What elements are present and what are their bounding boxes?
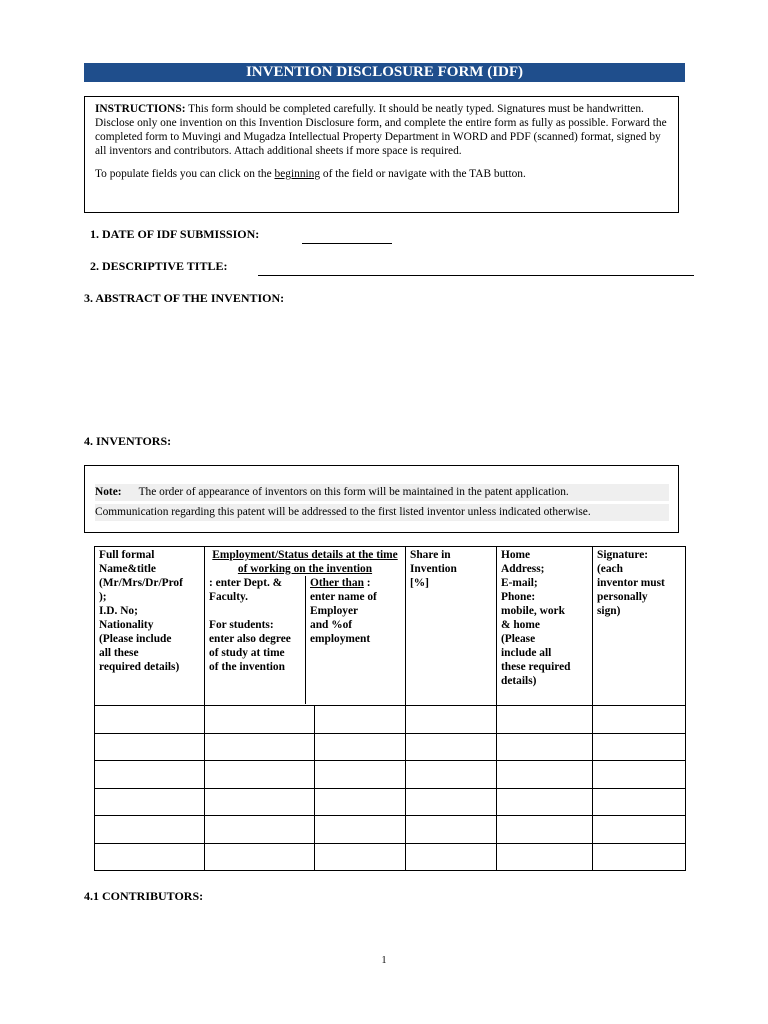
table-cell[interactable]: [315, 816, 406, 844]
table-cell[interactable]: [593, 843, 686, 871]
table-row: [95, 843, 686, 871]
table-cell[interactable]: [205, 788, 315, 816]
table-cell[interactable]: [315, 733, 406, 761]
note-box: [84, 465, 679, 533]
header-employment: [205, 547, 406, 706]
tab-instructions-post: of the field or navigate with the TAB button.: [320, 168, 526, 180]
table-cell[interactable]: [315, 788, 406, 816]
employment-other-text: : enter name of Employer and %of employment: [310, 577, 377, 645]
table-cell[interactable]: [497, 788, 593, 816]
table-row: [95, 788, 686, 816]
table-cell[interactable]: [497, 843, 593, 871]
header-share: Share in Invention [%]: [406, 547, 497, 706]
employment-other: [305, 576, 396, 704]
table-cell[interactable]: [593, 761, 686, 789]
table-cell[interactable]: [95, 761, 205, 789]
table-cell[interactable]: [406, 733, 497, 761]
table-cell[interactable]: [205, 816, 315, 844]
descriptive-title-field[interactable]: [258, 275, 694, 276]
table-cell[interactable]: [406, 843, 497, 871]
table-cell[interactable]: [95, 843, 205, 871]
table-cell[interactable]: [497, 706, 593, 734]
title-label: 2. DESCRIPTIVE TITLE:: [90, 259, 228, 273]
date-field[interactable]: [302, 243, 392, 244]
table-row: [95, 761, 686, 789]
employment-dept: : enter Dept. & Faculty. For students: enter also degree of study at time of the invention: [209, 577, 291, 673]
table-cell[interactable]: [593, 733, 686, 761]
note-text-1: The order of appearance of inventors on this form will be maintained in the patent application.: [138, 486, 569, 498]
note-label: Note:: [95, 486, 122, 498]
table-cell[interactable]: [593, 706, 686, 734]
tab-instructions-pre: To populate fields you can click on the: [95, 168, 275, 180]
table-cell[interactable]: [205, 843, 315, 871]
table-cell[interactable]: [497, 733, 593, 761]
tab-instructions: [95, 167, 668, 181]
header-home-address: Home Address; E-mail; Phone: mobile, work & home (Please include all these required details): [497, 547, 593, 706]
table-cell[interactable]: [406, 816, 497, 844]
other-than-text: Other than: [310, 577, 364, 589]
table-cell[interactable]: [406, 761, 497, 789]
inventors-label: 4. INVENTORS:: [84, 434, 172, 448]
table-cell[interactable]: [497, 761, 593, 789]
page-number: 1: [381, 955, 387, 966]
note-line-1: [95, 484, 669, 501]
table-header-row: [95, 547, 686, 706]
table-row: [95, 816, 686, 844]
instructions-paragraph: [95, 102, 668, 158]
table-row: [95, 733, 686, 761]
table-cell[interactable]: [95, 816, 205, 844]
table-cell[interactable]: [95, 733, 205, 761]
table-cell[interactable]: [406, 706, 497, 734]
form-title: INVENTION DISCLOSURE FORM (IDF): [84, 63, 685, 82]
table-cell[interactable]: [205, 733, 315, 761]
table-cell[interactable]: [497, 816, 593, 844]
table-cell[interactable]: [406, 788, 497, 816]
table-row: [95, 706, 686, 734]
instructions-box: [84, 96, 679, 213]
employment-title: Employment/Status details at the time of working on the invention: [212, 549, 398, 575]
table-cell[interactable]: [95, 788, 205, 816]
table-cell[interactable]: [205, 761, 315, 789]
date-label: 1. DATE OF IDF SUBMISSION:: [90, 227, 260, 241]
table-cell[interactable]: [315, 706, 406, 734]
inventors-table: [94, 546, 686, 871]
instructions-body: This form should be completed carefully. It should be neatly typed. Signatures must be handwritten. Disclose only one invention on this Invention Disclosure form, and complete the entire form as fully as possible. Forward the completed form to Muvingi and Mugadza Intellectual Property Department in WORD and PDF (scanned) format, signed by all inventors and contributors. Attach additional sheets if more space is required.: [95, 103, 667, 157]
header-signature: Signature: (each inventor must personally sign): [593, 547, 686, 706]
table-cell[interactable]: [593, 816, 686, 844]
abstract-label: 3. ABSTRACT OF THE INVENTION:: [84, 291, 285, 305]
header-full-name: Full formal Name&title (Mr/Mrs/Dr/Prof ); I.D. No; Nationality (Please include all these required details): [95, 547, 205, 706]
table-cell[interactable]: [315, 843, 406, 871]
table-cell[interactable]: [593, 788, 686, 816]
table-cell[interactable]: [315, 761, 406, 789]
table-cell[interactable]: [205, 706, 315, 734]
note-line-2: Communication regarding this patent will be addressed to the first listed inventor unless indicated otherwise.: [95, 504, 669, 521]
contributors-label: 4.1 CONTRIBUTORS:: [84, 889, 204, 903]
table-cell[interactable]: [95, 706, 205, 734]
beginning-text: beginning: [274, 168, 321, 180]
instructions-lead: INSTRUCTIONS:: [95, 103, 186, 115]
abstract-field[interactable]: [84, 310, 684, 425]
